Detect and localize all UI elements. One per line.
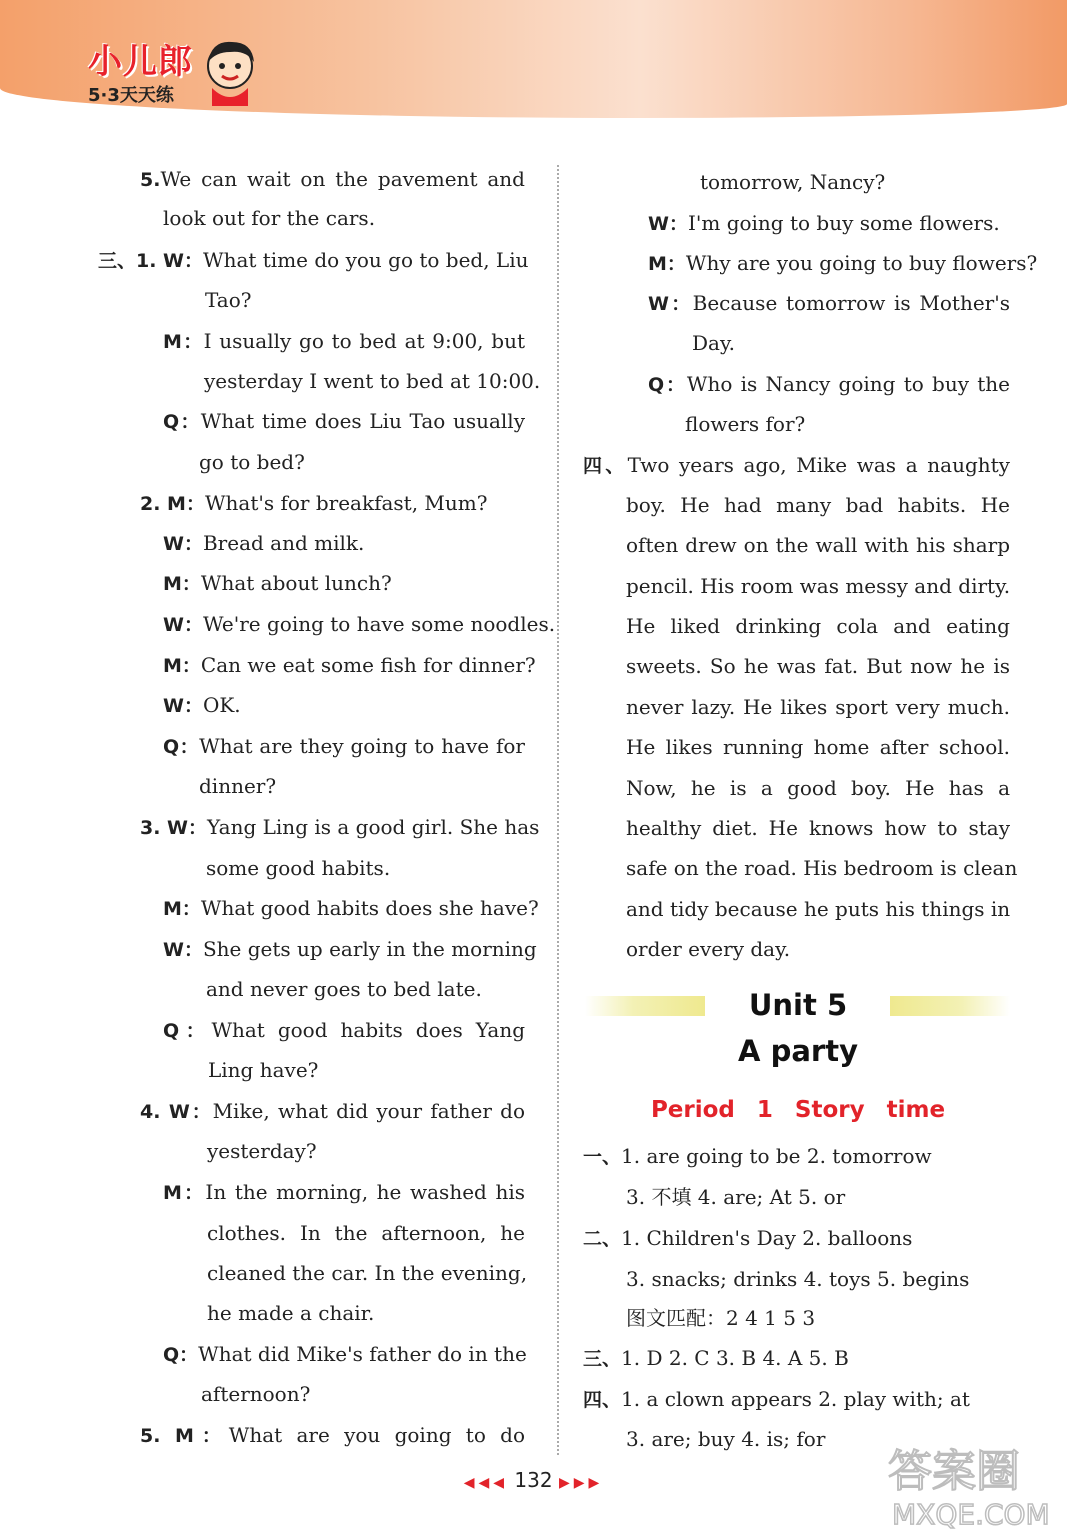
- line-text: he made a chair.: [207, 1301, 375, 1325]
- left-lines-text-line: [163, 530, 364, 557]
- item-label: 5. M：: [140, 1425, 229, 1447]
- line-text: tomorrow, Nancy?: [700, 170, 886, 194]
- line-text: What's for breakfast, Mum?: [204, 491, 488, 515]
- right-lines-text-line: [626, 1184, 845, 1210]
- item-label: W：: [163, 695, 203, 717]
- right-lines-text-line: [626, 492, 1010, 518]
- unit-title: Unit 5: [748, 988, 848, 1022]
- left-lines-text-line: [163, 652, 536, 679]
- left-lines-text-line: [163, 408, 525, 435]
- line-text: and tidy because he puts his things in: [626, 897, 1011, 921]
- left-lines-text-line: [163, 936, 537, 963]
- line-text: What time does Liu Tao usually: [200, 409, 525, 433]
- item-label: 四、: [583, 455, 628, 477]
- line-text: She gets up early in the morning: [202, 937, 537, 961]
- line-text: pencil. His room was messy and dirty.: [626, 574, 1011, 598]
- unit-subtitle: A party: [738, 1034, 858, 1068]
- line-text: Bread and milk.: [202, 531, 365, 555]
- item-label: M：: [163, 655, 201, 677]
- right-lines-text-line: [626, 532, 1010, 558]
- line-text: 3. 不填 4. are; At 5. or: [626, 1185, 846, 1209]
- item-label: M：: [163, 331, 204, 353]
- line-text: What are you going to do: [228, 1423, 525, 1447]
- item-label: W：: [163, 533, 203, 555]
- right-lines-text-line: [626, 1426, 825, 1452]
- item-label: 3. W：: [140, 817, 208, 839]
- left-lines-text-line: [205, 287, 251, 313]
- line-text: 1. are going to be 2. tomorrow: [621, 1144, 932, 1168]
- line-text: I usually go to bed at 9:00, but: [203, 329, 525, 353]
- item-label: 三、1. W：: [98, 250, 204, 272]
- line-text: dinner?: [199, 774, 277, 798]
- line-text: cleaned the car. In the evening,: [207, 1261, 528, 1285]
- item-label: 4. W：: [140, 1101, 213, 1123]
- item-label: Q：: [648, 374, 687, 396]
- line-text: order every day.: [626, 937, 791, 961]
- right-lines-text-line: [626, 653, 1010, 679]
- line-text: 1. a clown appears 2. play with; at: [621, 1387, 970, 1411]
- item-label: W：: [648, 293, 693, 315]
- right-lines-text-line: [648, 250, 1037, 277]
- line-text: Because tomorrow is Mother's: [692, 291, 1010, 315]
- svg-text:答案圈: 答案圈: [888, 1446, 1020, 1497]
- column-divider: [557, 165, 559, 1455]
- line-text: I'm going to buy some flowers.: [687, 211, 1000, 235]
- left-lines-text-line: [140, 490, 487, 517]
- right-lines-text-line: [700, 169, 885, 195]
- line-text: 1. D 2. C 3. B 4. A 5. B: [621, 1346, 849, 1370]
- right-lines-text-line: [685, 411, 805, 437]
- next-arrows-icon: ▶▶▶: [558, 1475, 604, 1491]
- line-text: 3. are; buy 4. is; for: [626, 1427, 826, 1451]
- left-lines-text-line: [207, 1138, 317, 1164]
- left-lines-text-line: [206, 855, 390, 881]
- line-text: go to bed?: [199, 450, 305, 474]
- line-text: We can wait on the pavement and: [160, 167, 525, 191]
- item-label: 一、: [583, 1146, 622, 1168]
- right-lines-text-line: [626, 896, 1010, 922]
- left-lines-text-line: [163, 895, 539, 922]
- right-lines-text-line: [583, 1386, 970, 1413]
- right-lines-text-line: [626, 775, 1010, 801]
- item-label: M：: [163, 1182, 206, 1204]
- left-lines-text-line: [208, 1057, 318, 1083]
- right-lines-text-line: [648, 371, 1010, 398]
- left-lines-text-line: [163, 205, 375, 231]
- line-text: Can we eat some fish for dinner?: [200, 653, 536, 677]
- right-lines-text-line: [583, 1225, 912, 1252]
- line-text: Tao?: [205, 288, 252, 312]
- line-text: 1. Children's Day 2. balloons: [621, 1226, 913, 1250]
- right-lines-text-line: [626, 573, 1010, 599]
- item-label: M：: [163, 898, 201, 920]
- line-text: Now, he is a good boy. He has a: [626, 776, 1010, 800]
- left-lines-text-line: [163, 328, 525, 355]
- line-text: afternoon?: [201, 1382, 311, 1406]
- line-text: often drew on the wall with his sharp: [626, 533, 1010, 557]
- left-lines-text-line: [199, 449, 305, 475]
- period-heading: Period 1 Story time: [650, 1097, 946, 1123]
- line-text: Day.: [692, 331, 735, 355]
- line-text: He liked drinking cola and eating: [626, 614, 1010, 638]
- left-lines-text-line: [140, 1422, 525, 1449]
- line-text: Why are you going to buy flowers?: [685, 251, 1038, 275]
- left-lines-text-line: [163, 611, 555, 638]
- line-text: and never goes to bed late.: [206, 977, 482, 1001]
- svg-text:MXQE.COM: MXQE.COM: [892, 1498, 1050, 1530]
- left-lines-text-line: [204, 368, 540, 394]
- item-label: Q：: [163, 1344, 199, 1366]
- line-text: What are they going to have for: [199, 734, 525, 758]
- item-label: Q：: [163, 411, 201, 433]
- line-text: What about lunch?: [200, 571, 392, 595]
- item-label: 5.: [140, 169, 161, 191]
- left-lines-text-line: [163, 1017, 525, 1044]
- left-lines-text-line: [140, 166, 525, 193]
- left-lines-text-line: [206, 976, 482, 1002]
- line-text: What time do you go to bed, Liu: [203, 248, 529, 272]
- right-lines-text-line: [648, 290, 1010, 317]
- right-lines-text-line: [583, 1143, 932, 1170]
- left-lines-text-line: [140, 1098, 525, 1125]
- left-lines-text-line: [163, 733, 525, 760]
- line-text: safe on the road. His bedroom is clean: [626, 856, 1018, 880]
- line-text: Yang Ling is a good girl. She has: [207, 815, 540, 839]
- line-text: We're going to have some noodles.: [202, 612, 556, 636]
- line-text: yesterday I went to bed at 10:00.: [204, 369, 541, 393]
- right-lines-text-line: [583, 452, 1010, 479]
- right-lines-text-line: [626, 734, 1010, 760]
- line-text: What did Mike's father do in the: [198, 1342, 527, 1366]
- item-label: 2. M：: [140, 493, 205, 515]
- line-text: 3. snacks; drinks 4. toys 5. begins: [626, 1267, 970, 1291]
- item-label: 二、: [583, 1228, 622, 1250]
- right-lines-text-line: [583, 1345, 849, 1372]
- item-label: Q：: [163, 1020, 212, 1042]
- line-text: sweets. So he was fat. But now he is: [626, 654, 1010, 678]
- line-text: In the morning, he washed his: [205, 1180, 525, 1204]
- line-text: OK.: [202, 693, 241, 717]
- line-text: never lazy. He likes sport very much.: [626, 695, 1010, 719]
- right-lines-text-line: [648, 210, 1000, 237]
- left-lines-text-line: [207, 1300, 374, 1326]
- left-lines-text-line: [98, 247, 529, 274]
- item-label: Q：: [163, 736, 200, 758]
- line-text: flowers for?: [685, 412, 806, 436]
- brand-title: 小儿郎: [88, 42, 193, 82]
- item-label: M：: [163, 573, 201, 595]
- left-lines-text-line: [201, 1381, 310, 1407]
- watermark-stamp-icon: [880, 1440, 1055, 1530]
- item-label: W：: [648, 213, 688, 235]
- line-text: 图文匹配：2 4 1 5 3: [626, 1306, 816, 1330]
- right-lines-text-line: [626, 1266, 969, 1292]
- line-text: Mike, what did your father do: [212, 1099, 526, 1123]
- left-lines-text-line: [199, 773, 276, 799]
- line-text: What good habits does Yang: [211, 1018, 526, 1042]
- right-lines-text-line: [626, 694, 1010, 720]
- left-lines-text-line: [163, 570, 392, 597]
- line-text: healthy diet. He knows how to stay: [626, 816, 1010, 840]
- line-text: look out for the cars.: [163, 206, 376, 230]
- line-text: He likes running home after school.: [626, 735, 1010, 759]
- item-label: 三、: [583, 1348, 622, 1370]
- right-lines-text-line: [626, 613, 1010, 639]
- right-lines-text-line: [692, 330, 735, 356]
- left-lines-text-line: [140, 814, 540, 841]
- left-lines-text-line: [207, 1260, 528, 1286]
- line-text: boy. He had many bad habits. He: [626, 493, 1010, 517]
- line-text: clothes. In the afternoon, he: [207, 1221, 525, 1245]
- line-text: yesterday?: [207, 1139, 317, 1163]
- right-lines-text-line: [626, 815, 1010, 841]
- item-label: W：: [163, 614, 203, 636]
- brand-series: 5·3天天练: [88, 85, 174, 106]
- line-text: Who is Nancy going to buy the: [686, 372, 1010, 396]
- right-lines-text-line: [626, 936, 790, 962]
- item-label: 四、: [583, 1389, 622, 1411]
- line-text: some good habits.: [206, 856, 391, 880]
- item-label: M：: [648, 253, 686, 275]
- line-text: Ling have?: [208, 1058, 319, 1082]
- left-lines-text-line: [163, 1341, 525, 1368]
- left-lines-text-line: [207, 1220, 525, 1246]
- brand-logo: [88, 34, 193, 107]
- right-lines-text-line: [626, 1305, 815, 1331]
- mascot-boy-icon: [200, 36, 260, 106]
- line-text: Two years ago, Mike was a naughty: [627, 453, 1010, 477]
- prev-arrows-icon: ◀◀◀: [463, 1475, 509, 1491]
- line-text: What good habits does she have?: [200, 896, 539, 920]
- left-lines-text-line: [163, 692, 241, 719]
- right-lines-text-line: [626, 855, 1018, 881]
- page-number: 132: [514, 1468, 553, 1492]
- left-lines-text-line: [163, 1179, 525, 1206]
- item-label: W：: [163, 939, 203, 961]
